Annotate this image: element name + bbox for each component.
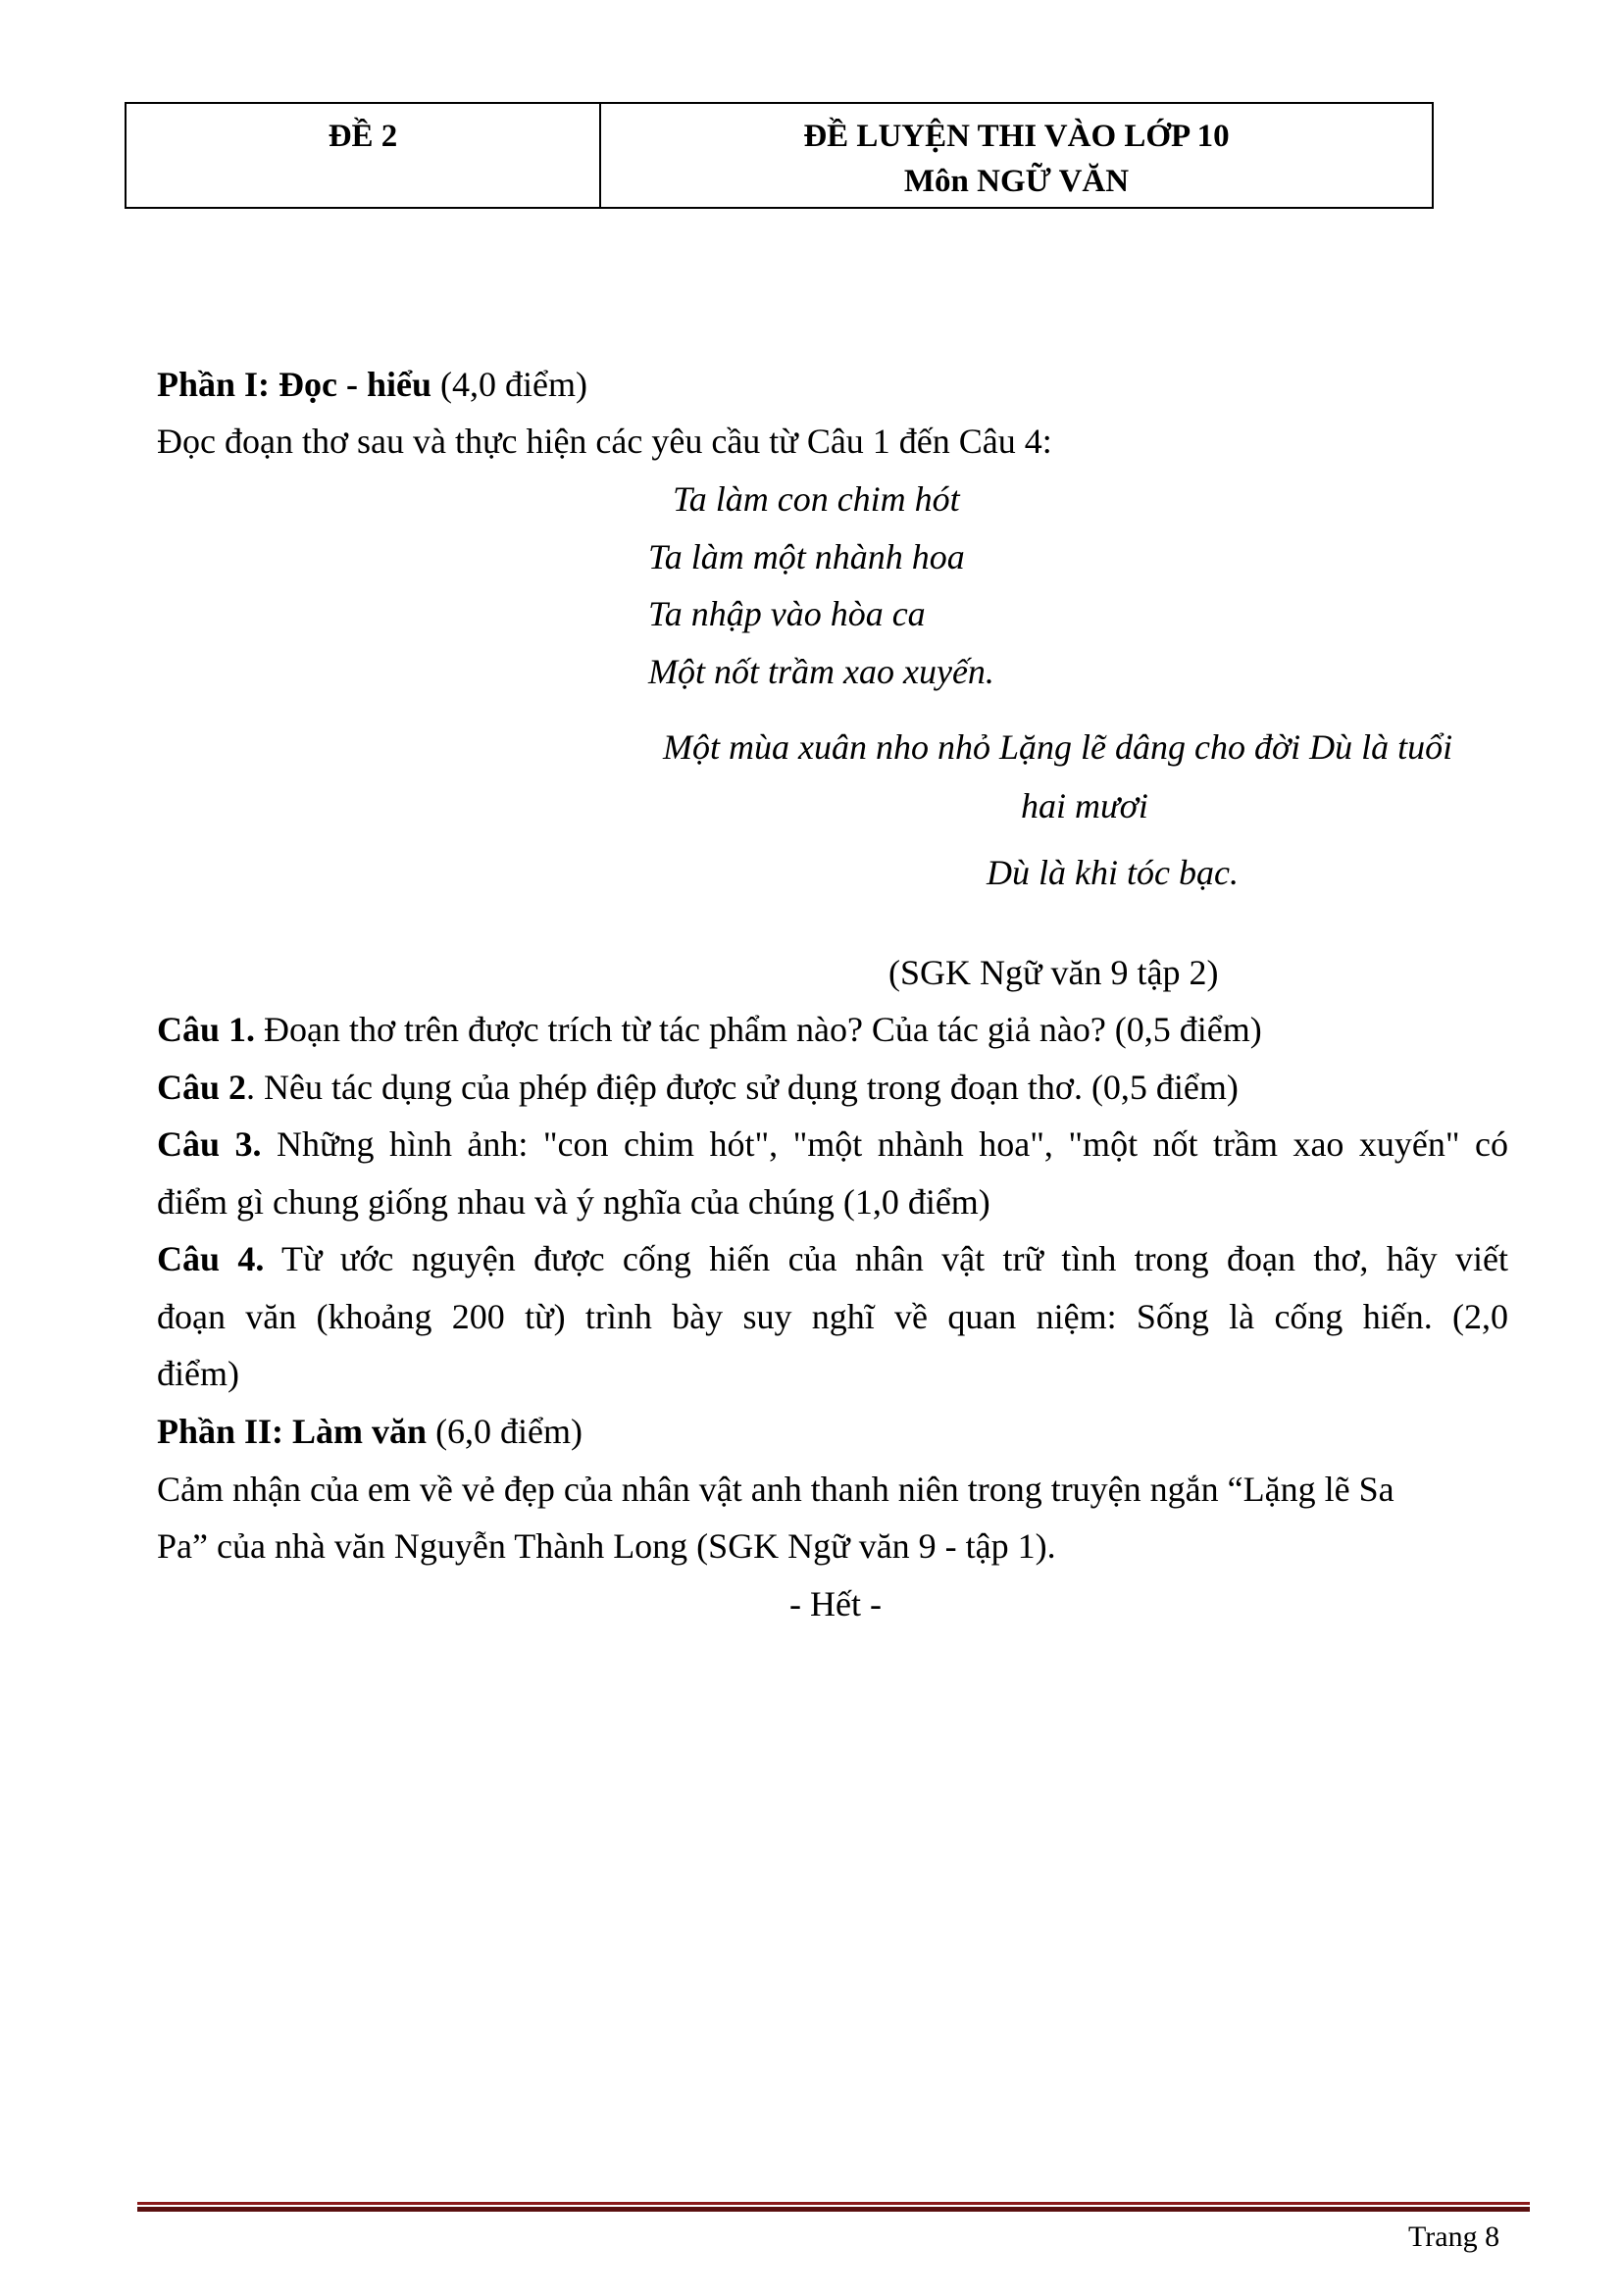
question-2-label: Câu 2 — [157, 1068, 247, 1107]
question-4-label: Câu 4. — [157, 1239, 265, 1278]
footer-rule — [137, 2202, 1530, 2213]
question-4-text-3: điểm) — [157, 1354, 239, 1393]
poem-line-3: Ta nhập vào hòa ca — [648, 594, 926, 633]
end-mark: - Hết - — [789, 1584, 882, 1623]
question-4-line-1 — [157, 1237, 1508, 1280]
question-2 — [157, 1066, 1239, 1109]
footer-rule-thick — [137, 2207, 1530, 2212]
question-1 — [157, 1008, 1262, 1051]
part1-heading: Phần I: Đọc - hiểu — [157, 365, 432, 404]
question-1-text: Đoạn thơ trên được trích từ tác phẩm nào? Của tác giả nào? (0,5 điểm) — [255, 1010, 1262, 1049]
part2-points: (6,0 điểm) — [427, 1412, 583, 1451]
footer-rule-thin — [137, 2202, 1530, 2205]
question-4-text-2: đoạn văn (khoảng 200 từ) trình bày suy nghĩ về quan niệm: Sống là cống hiến. (2,0 — [157, 1297, 1508, 1336]
exam-code: ĐỀ 2 — [328, 119, 398, 154]
exam-title: ĐỀ LUYỆN THI VÀO LỚP 10 — [803, 119, 1230, 154]
poem-line-4: Một nốt trầm xao xuyến. — [648, 652, 994, 691]
header-table — [125, 102, 1434, 209]
question-3-line-1 — [157, 1123, 1508, 1166]
question-3-text-2: điểm gì chung giống nhau và ý nghĩa của chúng (1,0 điểm) — [157, 1182, 990, 1222]
part2-heading: Phần II: Làm văn — [157, 1412, 428, 1451]
poem-line-5: Một mùa xuân nho nhỏ Lặng lẽ dâng cho đời Dù là tuổi — [663, 727, 1453, 767]
part2-heading-line — [157, 1410, 583, 1453]
part1-points: (4,0 điểm) — [431, 365, 587, 404]
question-3-label: Câu 3. — [157, 1124, 262, 1164]
question-4-text-1: Từ ước nguyện được cống hiến của nhân vật trữ tình trong đoạn thơ, hãy viết — [264, 1239, 1508, 1278]
poem-line-6: hai mươi — [1021, 786, 1148, 825]
part1-heading-line — [157, 363, 587, 406]
question-3-text-1: Những hình ảnh: "con chim hót", "một nhành hoa", "một nốt trầm xao xuyến" có — [261, 1124, 1509, 1164]
poem-line-7: Dù là khi tóc bạc. — [987, 853, 1239, 892]
question-1-label: Câu 1. — [157, 1010, 256, 1049]
part1-instruction: Đọc đoạn thơ sau và thực hiện các yêu cầu từ Câu 1 đến Câu 4: — [157, 422, 1052, 461]
title-cell — [601, 104, 1432, 207]
page-number: Trang 8 — [1408, 2221, 1500, 2253]
part2-text-1: Cảm nhận của em về vẻ đẹp của nhân vật anh thanh niên trong truyện ngắn “Lặng lẽ Sa — [157, 1470, 1394, 1509]
poem-source: (SGK Ngữ văn 9 tập 2) — [888, 953, 1219, 992]
poem-line-1: Ta làm con chim hót — [673, 479, 960, 519]
exam-subject: Môn NGỮ VĂN — [903, 164, 1130, 199]
exam-code-cell — [127, 104, 601, 207]
question-2-text: . Nêu tác dụng của phép điệp được sử dụng trong đoạn thơ. (0,5 điểm) — [246, 1068, 1239, 1107]
part2-text-2: Pa” của nhà văn Nguyễn Thành Long (SGK Ngữ văn 9 - tập 1). — [157, 1526, 1056, 1566]
poem-line-2: Ta làm một nhành hoa — [648, 537, 965, 576]
